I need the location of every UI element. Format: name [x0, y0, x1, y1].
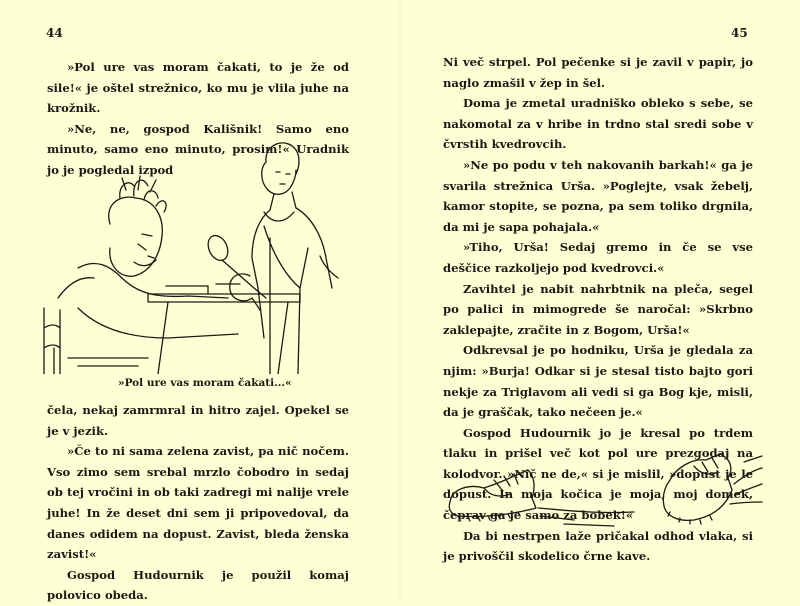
paragraph: Gospod Hudournik je použil komaj polovico obeda. — [47, 567, 349, 603]
illustration-caption: »Pol ure vas moram čakati...« — [118, 377, 292, 389]
paragraph: Zavihtel je nabit nahrbtnik na pleča, segel po palici in mimogrede še naročal: »Skrbno zaklepajte, zračite in z Bogom, Urša!« — [443, 281, 753, 337]
illustration-hobnail-boots — [444, 450, 764, 550]
paragraph: »Ne, ne, gospod Kališnik! Samo eno minuto, samo eno minuto, prosim!« Uradnik jo je pogledal izpod — [47, 121, 349, 177]
paragraph: čela, nekaj zamrmral in hitro zajel. Opekel se je v jezik. — [47, 403, 349, 438]
clerk-hair — [120, 176, 166, 212]
paragraph: »Ne po podu v teh nakovanih barkah!« ga je svarila strežnica Urša. »Poglejte, vsak žebelj, kamor stopite, se pozna, pa sem toliko drgnila, da mi je sapa pohajala.« — [443, 157, 753, 234]
spoon — [204, 232, 231, 263]
paragraph: »Če to ni sama zelena zavist, pa nič nočem. Vso zimo sem srebal mrzlo čobodro in sedaj ob tej vročini in ob taki zadregi mi nalije vrele juhe! In že deset dni sem ji pripovedoval, da danes odidem na dopust. Zavist, bleda ženska zavist!« — [47, 444, 349, 562]
left-page — [0, 0, 400, 603]
paragraph: Ni več strpel. Pol pečenke si je zavil v papir, jo naglo zmašil v žep in šel. — [443, 55, 753, 90]
table — [148, 284, 300, 302]
left-bottom-text — [47, 400, 349, 606]
waitress-face — [262, 162, 296, 194]
paragraph: »Tiho, Urša! Sedaj gremo in če se vse deščice razkoljejo pod kvedrovci.« — [443, 240, 753, 275]
paragraph: Doma je zmetal uradniško obleko s sebe, se nakomotal za v hribe in trdno stal sredi sobe v čvrstih kvedrovcih. — [443, 96, 753, 152]
paragraph: »Pol ure vas moram čakati, to je že od sile!« je oštel strežnico, ko mu je vlila juhe na krožnik. — [47, 60, 349, 116]
right-page — [400, 0, 800, 600]
left-boot — [449, 470, 536, 517]
illustration-clerk-and-waitress — [38, 138, 368, 374]
page-number-left: 44 — [46, 26, 63, 40]
clerk-body — [78, 263, 228, 298]
waitress-hair — [266, 143, 299, 174]
paragraph: Da bi nestrpen laže pričakal odhod vlaka, si je privoščil skodelico črne kave. — [443, 528, 753, 564]
right-boot — [663, 454, 732, 520]
clerk-head — [109, 197, 163, 276]
paragraph: Gospod Hudournik jo je kresal po trdem tlaku in prišel več kot pol ure prezgodaj na kolodvor. »Nič ne de,« si je mislil, »dopust je le dopust. In moja kočica je moja, moj domek, čeprav ga je samo za bobek!« — [443, 425, 753, 523]
page-number-right: 45 — [731, 26, 748, 40]
waitress-body — [252, 192, 332, 338]
chair — [44, 308, 60, 374]
paragraph: Odkrevsal je po hodniku, Urša je gledala za njim: »Burja! Odkar si je stesal tisto bajto gori nekje za Triglavom ali vedi si ga Bog kje, misli, da je graščak, tako nečeen je.« — [443, 343, 753, 420]
